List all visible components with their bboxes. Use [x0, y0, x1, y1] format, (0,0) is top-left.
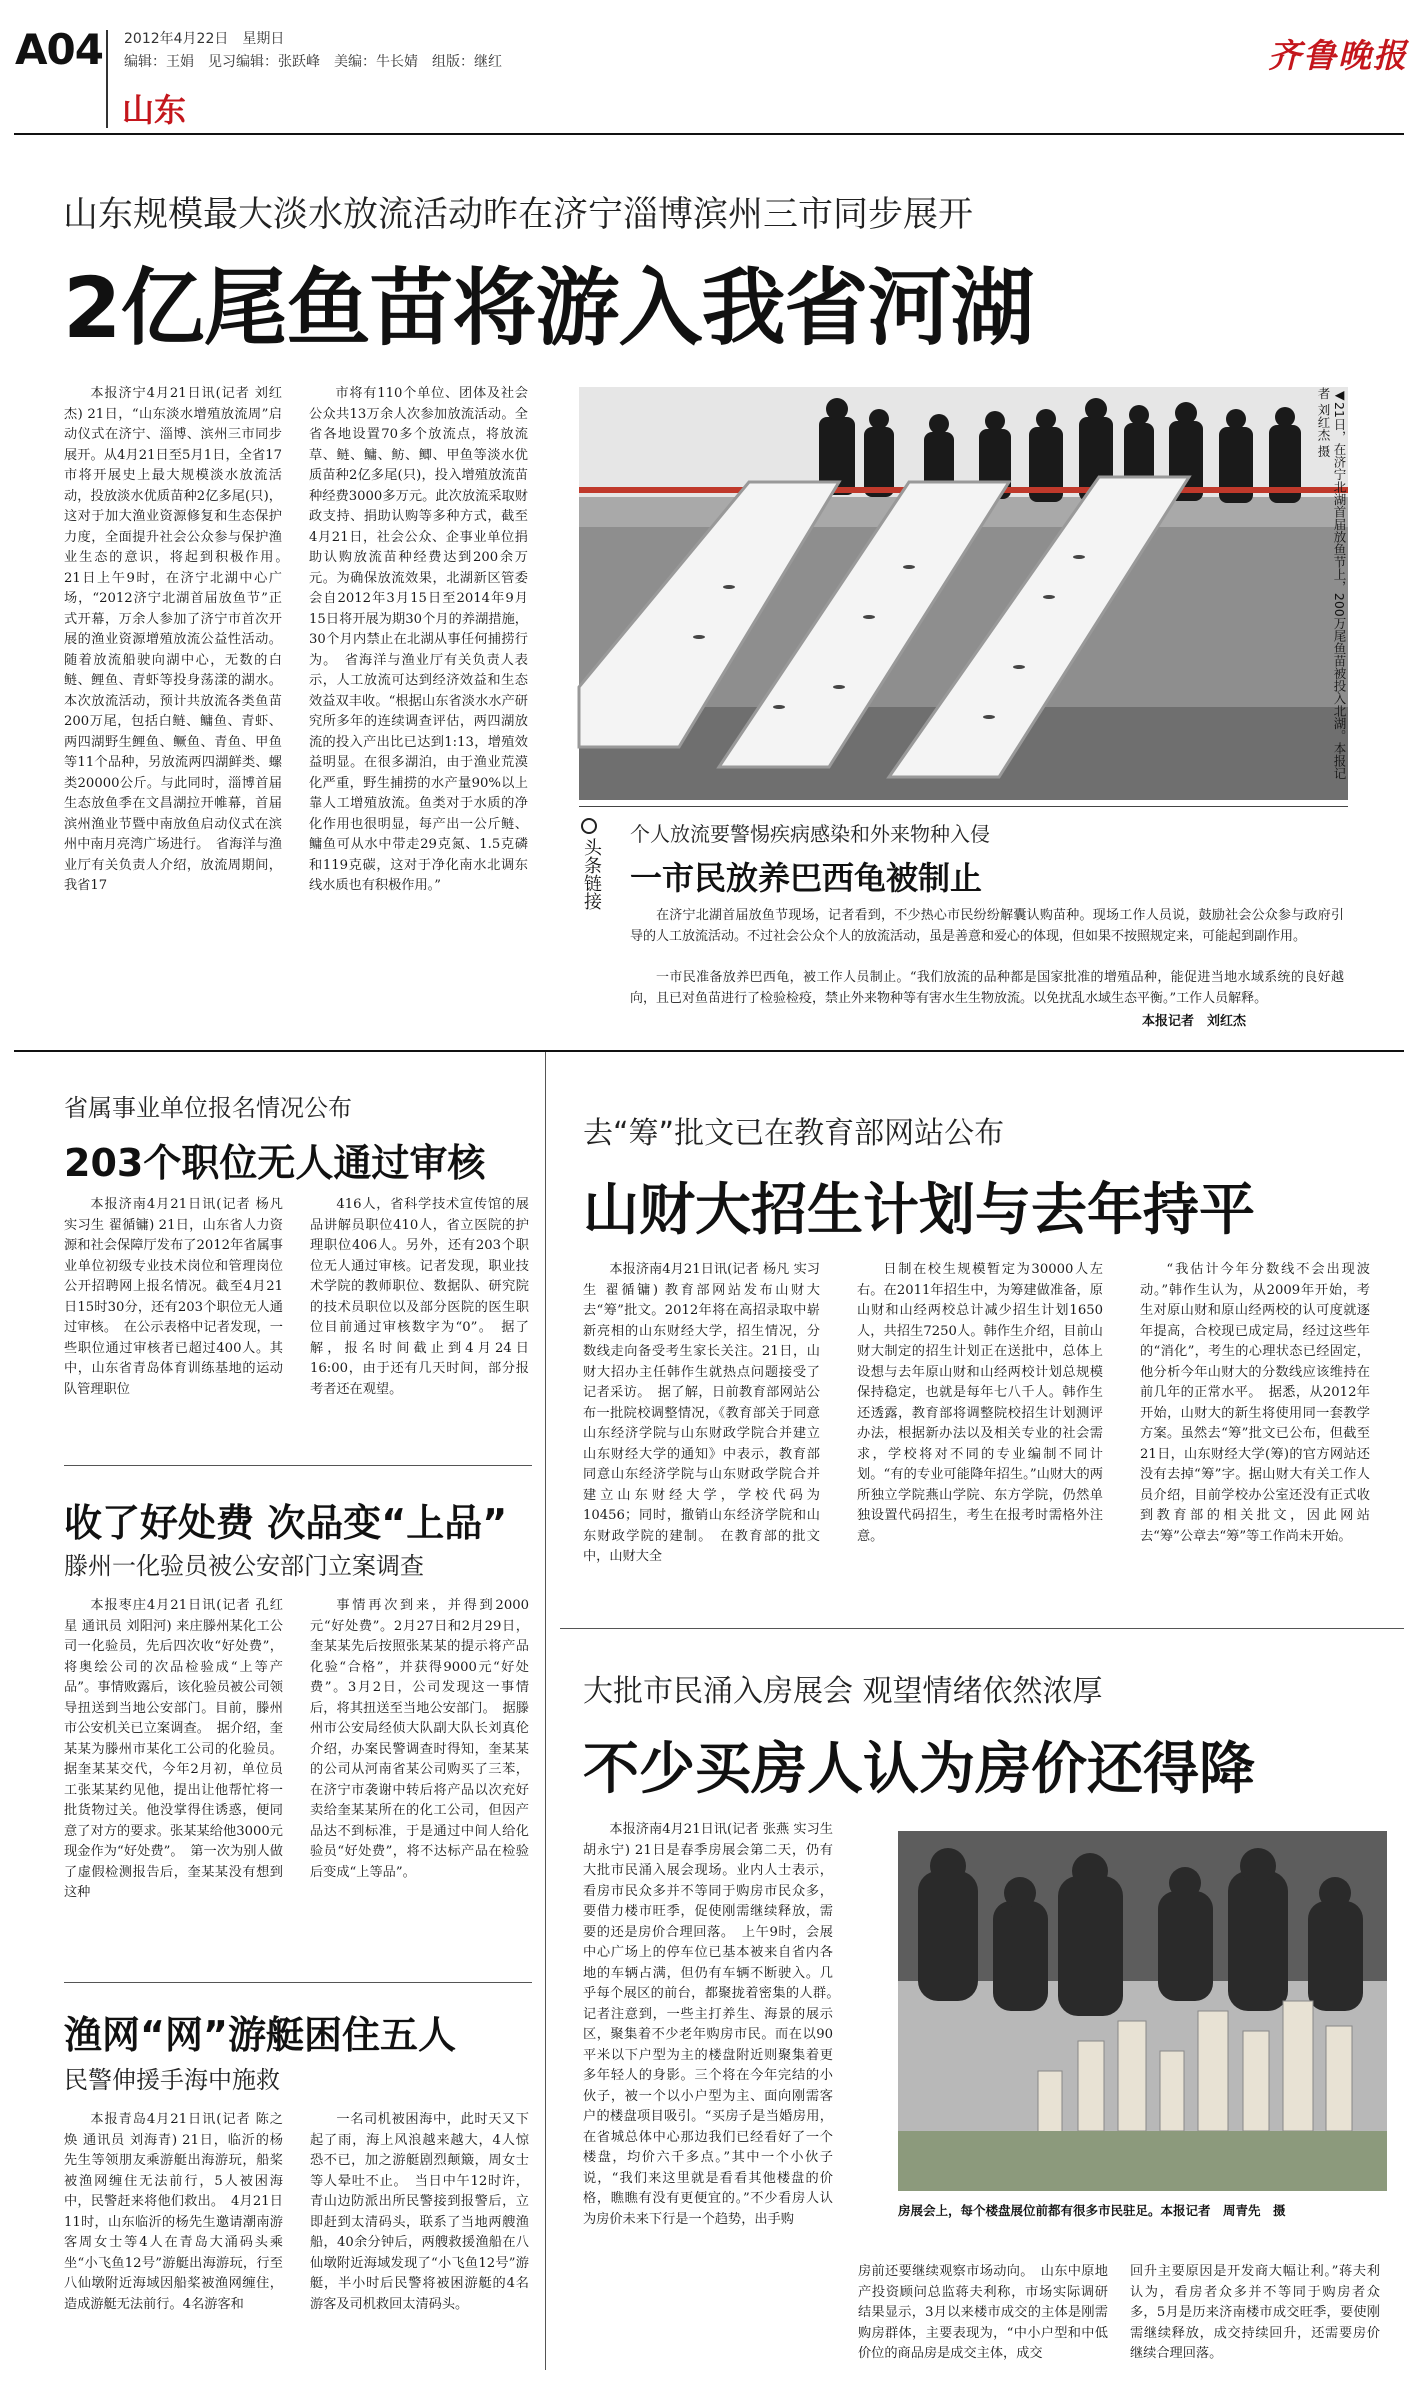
- story6-kicker: 大批市民涌入房展会 观望情绪依然浓厚: [583, 1674, 1103, 1709]
- story5-body-col3: “我估计今年分数线不会出现波动。”韩作生认为，从2009年开始，考生对原山财和原山经两校的认可度就逐年提高，合校现已成定局，经过这些年的“消化”，考生的心理状态已经固定，他分析今年山财大的分数线应该维持在前几年的正常水平。 据悉，从2012年开始，山财大的新生将使用同一套教学方案。虽然去“筹”批文已公布，但截至21日，山东财经大学(筹)的官方网站还没有去掉“筹”字。据山财大有关工作人员介绍，目前学校办公室还没有正式收到教育部的相关批文，因此网站去“筹”公章去“筹”等工作尚未开始。: [1140, 1262, 1370, 1544]
- story1-body-col2: 市将有110个单位、团体及社会公众共13万余人次参加放流活动。全省各地设置70多个放流点，将放流草、鲢、鳙、鲂、鲫、甲鱼等淡水优质苗种2亿多尾(只)，投入增殖放流苗种经费3000多万元。此次放流采取财政支持、捐助认购等多种方式，截至4月21日，社会公众、企事业单位捐助认购放流苗种经费达到200余万元。为确保放流效果，北湖新区管委会自2012年3月15日至2014年9月15日将开展为期30个月的养湖措施，30个月内禁止在北湖从事任何捕捞行为。 省海洋与渔业厅有关负责人表示，人工放流可达到经济效益和生态效益双丰收。“根据山东省淡水水产研究所多年的连续调查评估，两四湖放流的投入产出比已达到1:13，增殖效益明显。在很多湖泊，由于渔业荒漠化严重，野生捕捞的水产量90%以上靠人工增殖放流。鱼类对于水质的净化作用也很明显，每产出一公斤鲢、鳙鱼可从水中带走29克氮、1.5克磷和119克碳，这对于净化南水北调东线水质也有积极作用。”: [309, 386, 528, 893]
- story2-body-col1: 本报济南4月21日讯(记者 杨凡 实习生 翟循镛) 21日，山东省人力资源和社会保障厅发布了2012年省属事业单位初级专业技术岗位和管理岗位公开招聘网上报名情况。截至4月21日15时30分，还有203个职位无人通过审核。 在公示表格中记者发现，一些职位通过审核者已超过400人。其中，山东省青岛体育训练基地的运动队管理职位: [64, 1197, 283, 1397]
- fish-release-photo-illustration: [579, 387, 1348, 800]
- sidebar-top-rule: [579, 806, 1348, 807]
- issue-date: 2012年4月22日 星期日: [124, 31, 285, 47]
- story6-body-col3: 回升主要原因是开发商大幅让利。”蒋夫利认为，看房者众多并不等同于购房者众多，5月是历来济南楼市成交旺季，要使刚需继续释放，成交持续回升，还需要房价继续合理回落。: [1130, 2264, 1380, 2361]
- masthead-divider: [106, 30, 108, 128]
- story4-body-col2: 一名司机被困海中，此时天又下起了雨，海上风浪越来越大，4人惊恐不已，加之游艇剧烈颠簸，周女士等人晕吐不止。 当日中午12时许，青山边防派出所民警接到报警后，立即赶到太清码头，联系了当地两艘渔船，40余分钟后，两艘救援渔船在八仙墩附近海域发现了“小飞鱼12号”游艇，半小时后民警将被困游艇的4名游客及司机救回太清码头。: [310, 2112, 529, 2312]
- lower-column-divider: [545, 1052, 546, 2370]
- story6-body-col2: 房前还要继续观察市场动向。 山东中原地产投资顾问总监蒋夫利称，市场实际调研结果显示，3月以来楼市成交的主体是刚需购房群体，主要表现为，“中小户型和中低价位的商品房是成交主体，成交: [858, 2264, 1108, 2361]
- story5-kicker: 去“筹”批文已在教育部网站公布: [583, 1116, 1005, 1151]
- story5-body-col1: 本报济南4月21日讯(记者 杨凡 实习生 翟循镛) 教育部网站发布山财大去“筹”批文。2012年将在高招录取中崭新亮相的山东财经大学，招生情况，分数线走向备受考生家长关注。21日，山财大招办主任韩作生就热点问题接受了记者采访。 据了解，日前教育部网站公布一批院校调整情况，《教育部关于同意山东经济学院与山东财政学院合并建立山东财经大学的通知》中表示，教育部同意山东经济学院与山东财政学院合并建立山东财经大学，学校代码为10456；同时，撤销山东经济学院和山东财政学院的建制。 在教育部的批文中，山财大全: [583, 1262, 820, 1564]
- story1-kicker: 山东规模最大淡水放流活动昨在济宁淄博滨州三市同步展开: [63, 195, 974, 235]
- story5-body-col2: 日制在校生规模暂定为30000人左右。在2011年招生中，为筹建做准备，原山财和山经两校总计减少招生计划1650人，共招生7250人。韩作生介绍，目前山财大制定的招生计划正在送批中，总体上设想与去年原山财和山经两校计划总规模保持稳定，也就是每年七八千人。韩作生还透露，教育部将调整院校招生计划测评办法，根据新办法以及相关专业的社会需求，学校将对不同的专业编制不同计划。“有的专业可能降年招生。”山财大的两所独立学院燕山学院、东方学院，仍然单独设置代码招生，考生在报考时需格外注意。: [857, 1262, 1103, 1544]
- story6-body-col1: 本报济南4月21日讯(记者 张燕 实习生 胡永宁) 21日是春季房展会第二天，仍有大批市民涌入展会现场。业内人士表示，看房市民众多并不等同于购房市民众多，要借力楼市旺季，促使刚需继续释放，需要的还是房价合理回落。 上午9时，会展中心广场上的停车位已基本被来自省内各地的车辆占满，但仍有车辆不断驶入。几乎每个展区的前台，都聚拢着密集的人群。 记者注意到，一些主打养生、海景的展示区，聚集着不少老年购房市民。而在以90平米以下户型为主的楼盘附近则聚集着更多年轻人的身影。三个将在今年完结的小伙子，被一个以小户型为主、面向刚需客户的楼盘项目吸引。“买房子是当婚房用，在省城总体中心那边我们已经看好了一个楼盘，均价六千多点。”其中一个小伙子说，“我们来这里就是看看其他楼盘的价格，瞧瞧有没有更便宜的。”不少看房人认为房价未来下行是一个趋势，出手购: [583, 1822, 847, 2227]
- story2-bottom-rule: [64, 1465, 532, 1466]
- story3-bottom-rule: [64, 1982, 532, 1983]
- section-title: 山东: [122, 91, 187, 129]
- story1-headline: 2亿尾鱼苗将游入我省河湖: [63, 259, 1034, 357]
- page-number: A04: [15, 25, 103, 74]
- story6-headline: 不少买房人认为房价还得降: [583, 1737, 1255, 1802]
- story1-bottom-rule: [14, 1050, 1404, 1052]
- house-expo-photo: [898, 1831, 1387, 2191]
- story4-headline: 渔网“网”游艇困住五人: [64, 2013, 456, 2057]
- story3-subhead: 滕州一化验员被公安部门立案调查: [64, 1552, 424, 1580]
- sidebar-bullet-icon: [581, 818, 597, 834]
- header-rule: [14, 133, 1404, 135]
- editor-credits: 编辑：王娟 见习编辑：张跃峰 美编：牛长婧 组版：继红: [124, 54, 502, 70]
- fish-release-photo: [579, 387, 1348, 800]
- story1-body-col1: 本报济宁4月21日讯(记者 刘红杰) 21日，“山东淡水增殖放流周”启动仪式在济宁、淄博、滨州三市同步展开。从4月21日至5月1日，全省17市将开展史上最大规模淡水放流活动，投放淡水优质苗种2亿多尾(只)，这对于加大渔业资源修复和生态保护力度，全面提升社会公众参与保护渔业生态的意识，将起到积极作用。 21日上午9时，在济宁北湖中心广场，“2012济宁北湖首届放鱼节”正式开幕，万余人参加了济宁市首次开展的渔业资源增殖放流公益性活动。随着放流船驶向湖中心，无数的白鲢、鲤鱼、青虾等投身荡漾的湖水。本次放流活动，预计共放流各类鱼苗200万尾，包括白鲢、鳙鱼、青虾、两四湖野生鲤鱼、鳜鱼、青鱼、甲鱼等11个品种，另放流两四湖鲜类、螺类20000公斤。与此同时，淄博首届生态放鱼季在文昌湖拉开帷幕，首届滨州渔业节暨中南放鱼启动仪式在滨州中南月亮湾广场进行。 省海洋与渔业厅有关负责人介绍，放流周期间，我省17: [64, 386, 296, 893]
- story4-body-col1: 本报青岛4月21日讯(记者 陈之焕 通讯员 刘海青) 21日，临沂的杨先生等领朋友乘游艇出海游玩，船桨被渔网缠住无法前行，5人被困海中，民警赶来将他们救出。 4月21日11时，山东临沂的杨先生邀请潮南游客周女士等4人在青岛大涌码头乘坐“小飞鱼12号”游艇出海游玩，行至八仙墩附近海域因船桨被渔网缠住，造成游艇无法前行。4名游客和: [64, 2112, 283, 2312]
- sidebar-label: 头条链接: [581, 838, 602, 910]
- sidebar-headline: 一市民放养巴西龟被制止: [630, 859, 983, 897]
- house-expo-photo-illustration: [898, 1831, 1387, 2191]
- story3-headline: 收了好处费 次品变“上品”: [64, 1501, 508, 1545]
- sidebar-body-p1: 在济宁北湖首届放鱼节现场，记者看到，不少热心市民纷纷解囊认购苗种。现场工作人员说，鼓励社会公众参与政府引导的人工放流活动。不过社会公众个人的放流活动，虽是善意和爱心的体现，但如果不按照规定来，可能起到副作用。: [630, 908, 1344, 944]
- story5-bottom-rule: [560, 1628, 1404, 1629]
- sidebar-kicker: 个人放流要警惕疾病感染和外来物种入侵: [630, 822, 990, 846]
- story2-kicker: 省属事业单位报名情况公布: [64, 1094, 352, 1122]
- house-expo-photo-caption: 房展会上，每个楼盘展位前都有很多市民驻足。本报记者 周青先 摄: [898, 2203, 1286, 2218]
- story4-subhead: 民警伸援手海中施救: [64, 2066, 280, 2094]
- paper-logo: 齐鲁晚报: [1268, 36, 1408, 75]
- story2-body-col2: 416人，省科学技术宣传馆的展品讲解员职位410人，省立医院的护理职位406人。另外，还有203个职位无人通过审核。记者发现，职业技术学院的教师职位、数据队、研究院的技术员职位以及部分医院的医生职位目前通过审核数字为“0”。 据了解，报名时间截止到4月24日16:00，由于还有几天时间，部分报考者还在观望。: [310, 1197, 529, 1397]
- sidebar-body-p2: 一市民准备放养巴西龟，被工作人员制止。“我们放流的品种都是国家批准的增殖品种，能促进当地水域系统的良好越向，且已对鱼苗进行了检验检疫，禁止外来物种等有害水生生物放流。以免扰乱水域生态平衡。”工作人员解释。: [630, 970, 1344, 1006]
- story3-body-col2: 事情再次到来，并得到2000元“好处费”。2月27日和2月29日，奎某某先后按照张某某的提示将产品化验“合格”，并获得9000元“好处费”。3月2日，公司发现这一事情后，将其扭送至当地公安部门。 据滕州市公安局经侦大队副大队长刘真伦介绍，办案民警调查时得知，奎某某的公司从河南省某公司购买了三苯，在济宁市袭谢中转后将产品以次充好卖给奎某某所在的化工公司，但因产品达不到标准，于是通过中间人给化验员“好处费”，将不达标产品在检验后变成“上等品”。: [310, 1598, 529, 1880]
- story2-headline: 203个职位无人通过审核: [64, 1141, 486, 1185]
- story3-body-col1: 本报枣庄4月21日讯(记者 孔红星 通讯员 刘阳河) 来庄滕州某化工公司一化验员，先后四次收“好处费”，将奥绘公司的次品检验成“上等产品”。事情败露后，该化验员被公司领导扭送到当地公安部门。目前，滕州市公安机关已立案调查。 据介绍，奎某某为滕州市某化工公司的化验员。据奎某某交代，今年2月初，单位员工张某某约见他，提出让他帮忙将一批货物过关。他没掌得住诱惑，便同意了对方的要求。张某某给他3000元现金作为“好处费”。 第一次为别人做了虚假检测报告后，奎某某没有想到这种: [64, 1598, 283, 1900]
- story5-headline: 山财大招生计划与去年持平: [583, 1178, 1255, 1243]
- sidebar-byline: 本报记者 刘红杰: [1142, 1014, 1247, 1029]
- fish-release-photo-caption: ◀21日，在济宁北湖首届放鱼节上，200万尾鱼苗被投入北湖。本报记者 刘红杰 摄: [1316, 387, 1347, 780]
